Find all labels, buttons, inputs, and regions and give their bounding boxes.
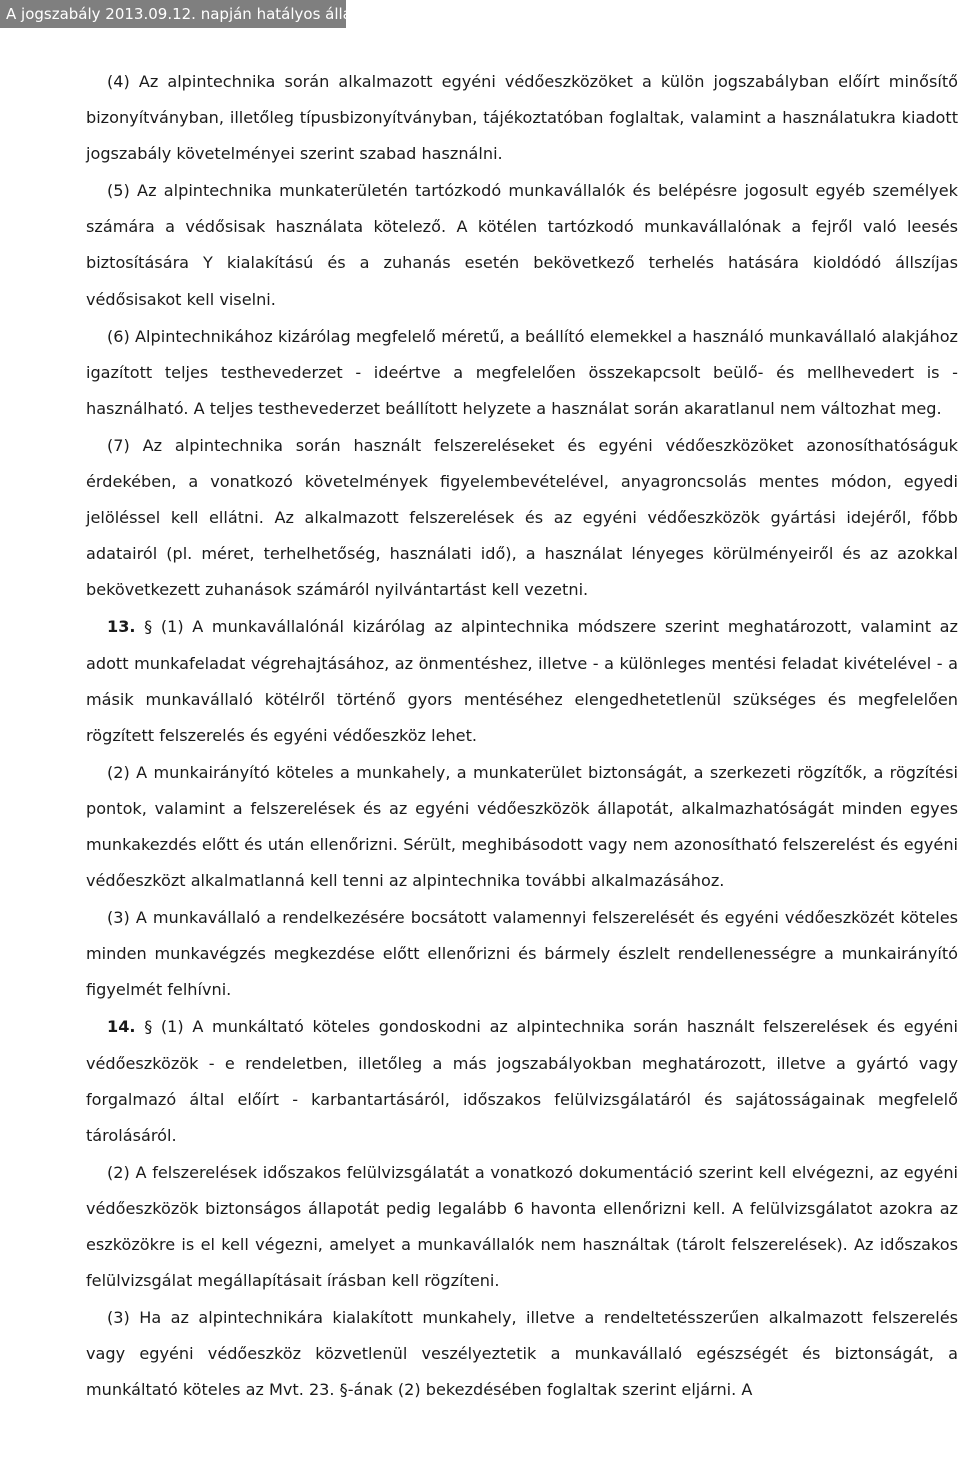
section-13-paragraph-2: (2) A munkairányító köteles a munkahely, a munkaterület biztonságát, a szerkezeti rögzítők, a rögzítési pontok, valamint a felszerelések és az egyéni védőeszközök állapotát, alkalmazhatóságát minden egyes munkakezdés előtt és után ellenőrizni. Sérült, meghibásodott vagy nem azonosítható felszerelést és egyéni védőeszközt alkalmatlanná kell tenni az alpintechnika további alkalmazásához. <box>86 762 958 891</box>
paragraph-5: (5) Az alpintechnika munkaterületén tartózkodó munkavállalók és belépésre jogosult egyéb személyek számára a védősisak használata kötelező. A kötélen tartózkodó munkavállalónak a fejről való leesés biztosítására Y kialakítású és a zuhanás esetén bekövetkező terhelés hatására kioldódó állszíjas védősisakot kell viselni. <box>86 181 958 309</box>
header-text: A jogszabály 2013.09.12. napján hatályos állapota <box>6 5 386 23</box>
page-header-banner <box>0 0 386 28</box>
section-14-text-1: (1) A munkáltató köteles gondoskodni az alpintechnika során használt felszerelések és egyéni védőeszközök - e rendeletben, illetőleg a más jogszabályokban meghatározott, illetve a gyártó vagy forgalmazó által előírt - karbantartásáról, időszakos felülvizsgálatáról és sajátosságainak megfelelő tárolásáról. <box>86 1017 958 1145</box>
section-14-paragraph-3: (3) Ha az alpintechnikára kialakított munkahely, illetve a rendeltetésszerűen alkalmazott felszerelés vagy egyéni védőeszköz közvetlenül veszélyeztetik a munkavállaló egészségét és biztonságát, a munkáltató köteles az Mvt. 23. §-ának (2) bekezdésében foglaltak szerint eljárni. A <box>86 1308 958 1400</box>
section-13-text-1: (1) A munkavállalónál kizárólag az alpintechnika módszere szerint meghatározott, valamint az adott munkafeladat végrehajtásához, az önmentéshez, illetve - a különleges mentési feladat kivételével - a másik munkavállaló kötélről történő gyors mentéséhez elengedhetetlenül szükséges és megfelelően rögzített felszerelés és egyéni védőeszköz lehet. <box>86 617 958 745</box>
section-13-paragraph-1 <box>86 609 958 753</box>
section-13-paragraph-3: (3) A munkavállaló a rendelkezésére bocsátott valamennyi felszerelését és egyéni védőeszközét köteles minden munkavégzés megkezdése előtt ellenőrizni és bármely észlelt rendellenességre a munkairányító figyelmét felhívni. <box>86 908 958 1000</box>
paragraph-7: (7) Az alpintechnika során használt felszereléseket és egyéni védőeszközöket azonosíthatóságuk érdekében, a vonatkozó követelmények figyelembevételével, anyagroncsolás mentes módon, egyedi jelöléssel kell ellátni. Az alkalmazott felszerelések és az egyéni védőeszközök gyártási idejéről, főbb adatairól (pl. méret, terhelhetőség, használati idő), a használat lényeges körülményeiről és az azokkal bekövetkezett zuhanások számáról nyilvántartást kell vezetni. <box>86 435 958 600</box>
section-sign-icon: § <box>144 617 153 637</box>
section-14-paragraph-1 <box>86 1009 958 1153</box>
section-14-number: 14. <box>107 1017 136 1037</box>
document-body <box>86 64 958 1409</box>
paragraph-6: (6) Alpintechnikához kizárólag megfelelő méretű, a beállító elemekkel a használó munkavállaló alakjához igazított teljes testhevederzet - ideértve a megfelelően összekapcsolt beülő- és mellhevedert is - használható. A teljes testhevederzet beállított helyzete a használat során akaratlanul nem változhat meg. <box>86 326 958 418</box>
section-sign-icon: § <box>144 1017 153 1037</box>
section-13-number: 13. <box>107 617 136 637</box>
paragraph-4: (4) Az alpintechnika során alkalmazott egyéni védőeszközöket a külön jogszabályban előírt minősítő bizonyítványban, illetőleg típusbizonyítványban, tájékoztatóban foglaltak, valamint a használatukra kiadott jogszabály követelményei szerint szabad használni. <box>86 72 958 164</box>
section-14-paragraph-2: (2) A felszerelések időszakos felülvizsgálatát a vonatkozó dokumentáció szerint kell elvégezni, az egyéni védőeszközök biztonságos állapotát pedig legalább 6 havonta ellenőrizni kell. A felülvizsgálatot azokra az eszközökre is el kell végezni, amelyet a munkavállalók nem használtak (tárolt felszerelések). Az időszakos felülvizsgálat megállapításait írásban kell rögzíteni. <box>86 1162 958 1291</box>
